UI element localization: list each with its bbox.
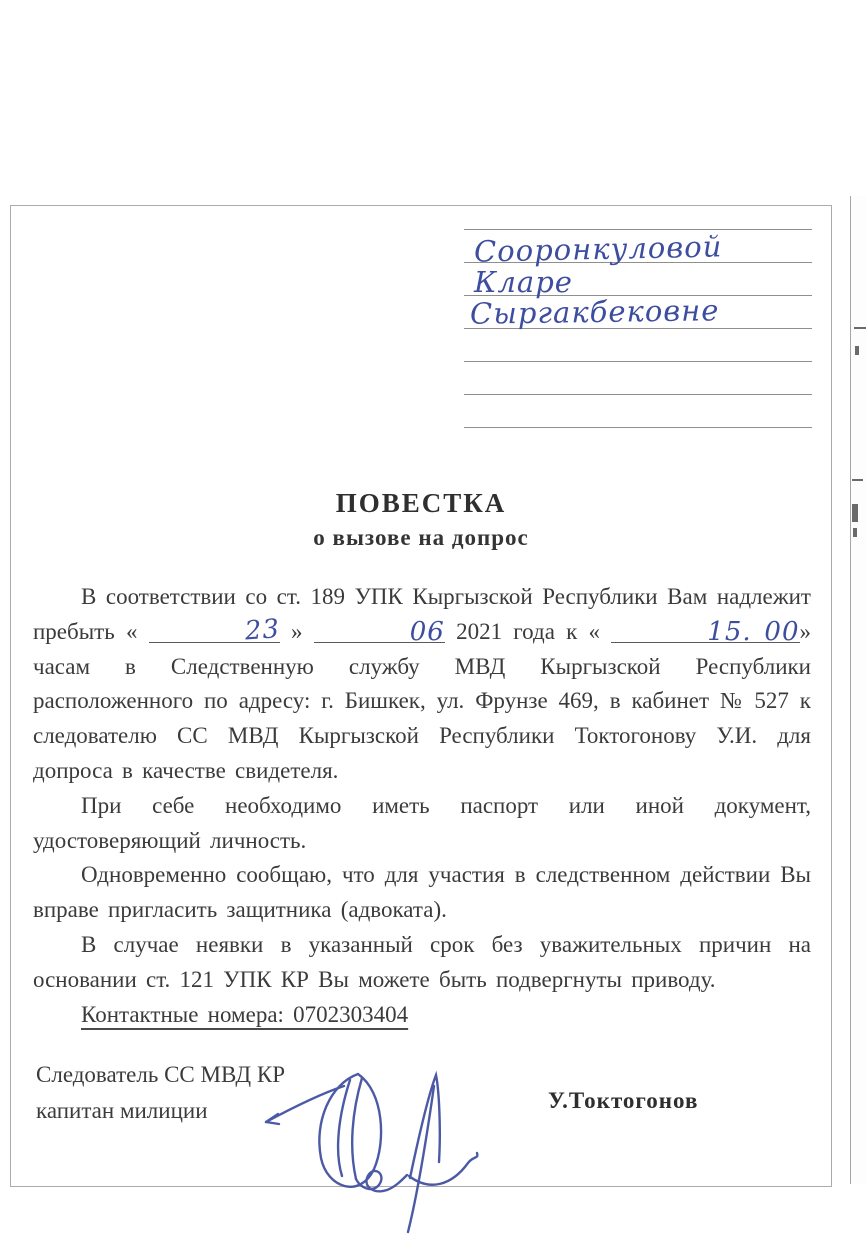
fill-in-time-blank (611, 616, 800, 647)
fill-in-month-blank (314, 616, 445, 647)
adjacent-page-fragment (853, 528, 857, 537)
handwritten-month: 06 (409, 616, 445, 647)
ruled-line (464, 197, 812, 230)
contact-number: Контактные номера: 0702303404 (81, 1001, 409, 1027)
document-body (33, 580, 811, 1032)
summons-page (10, 205, 832, 1187)
addressee-handwriting-patronymic: Сыргакбековне (469, 293, 720, 331)
paragraph-text: 2021 года к « (456, 618, 601, 644)
signature-scribble (262, 1066, 487, 1236)
ruled-line (464, 362, 812, 395)
body-paragraph-lawyer: Одновременно сообщаю, что для участия в следственном действии Вы вправе пригласить защитника (адвоката). (33, 862, 811, 923)
addressee-handwriting-surname: Сооронкуловой (473, 229, 723, 269)
contact-line (33, 998, 811, 1033)
fill-in-day-blank (149, 613, 281, 647)
signer-title-line1: Следователь СС МВД КР (36, 1062, 285, 1087)
adjacent-page-fragment (855, 346, 859, 355)
adjacent-page-edge (850, 196, 866, 1184)
body-paragraph-warning: В случае неявки в указанный срок без уважительных причин на основании ст. 121 УПК КР Вы можете быть подвергнуты приводу. (33, 931, 811, 992)
adjacent-page-fragment (854, 327, 866, 329)
addressee-handwriting-firstname: Кларе (474, 265, 573, 299)
paragraph-text: » (291, 618, 303, 644)
signer-title-line2: капитан милиции (36, 1098, 208, 1123)
paragraph-text: В соответствии со ст. 189 УПК Кыргызской Республики Вам надлежит пребыть « (33, 584, 811, 644)
body-paragraph-documents: При себе необходимо иметь паспорт или иной документ, удостоверяющий личность. (33, 792, 811, 853)
document-subtitle: о вызове на допрос (313, 525, 529, 550)
paragraph-text: » часам в Следственную службу МВД Кыргызской Республики расположенного по адресу: г. Бишкек, ул. Фрунзе 469, в кабинет № 527 к следователю СС МВД Кыргызской Республики Токтогонову У.И. для допроса в качестве свидетеля. (33, 618, 811, 783)
signer-name: У.Токтогонов (548, 1088, 699, 1113)
document-title: ПОВЕСТКА (335, 488, 507, 518)
handwritten-time: 15. 00 (707, 616, 800, 647)
adjacent-page-fragment (852, 479, 863, 481)
ruled-line (464, 329, 812, 362)
handwritten-day: 23 (243, 613, 281, 647)
adjacent-page-fragment (852, 504, 858, 522)
body-paragraph-summons (33, 580, 811, 789)
ruled-line (464, 395, 812, 428)
